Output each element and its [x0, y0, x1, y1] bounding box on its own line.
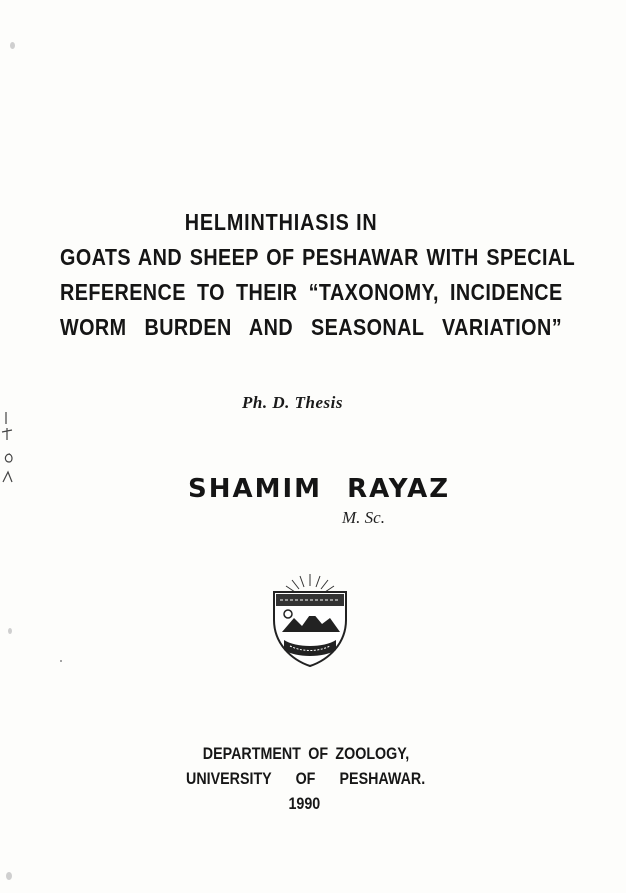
university-crest-icon — [262, 570, 358, 670]
university-name: UNIVERSITY OF PESHAWAR. — [186, 769, 426, 788]
title-line-3: REFERENCE TO THEIR “TAXONOMY, INCIDENCE — [60, 279, 563, 305]
title-line-1: HELMINTHIASIS IN — [184, 209, 378, 235]
author-degree: M. Sc. — [342, 508, 385, 527]
scan-speck — [60, 660, 62, 662]
scan-speck — [8, 628, 12, 634]
thesis-year: 1990 — [288, 794, 321, 813]
title-line-4: WORM BURDEN AND SEASONAL VARIATION” — [60, 314, 563, 340]
scan-speck — [6, 872, 12, 880]
department-name: DEPARTMENT OF ZOOLOGY, — [202, 744, 410, 763]
author-name: SHAMIM RAYAZ — [188, 474, 451, 504]
title-line-2: GOATS AND SHEEP OF PESHAWAR WITH SPECIAL — [60, 244, 576, 270]
institution-block — [186, 741, 446, 816]
thesis-type: Ph. D. Thesis — [242, 393, 343, 412]
margin-handwriting — [0, 410, 18, 500]
scan-speck — [10, 42, 15, 49]
thesis-title — [60, 205, 576, 345]
